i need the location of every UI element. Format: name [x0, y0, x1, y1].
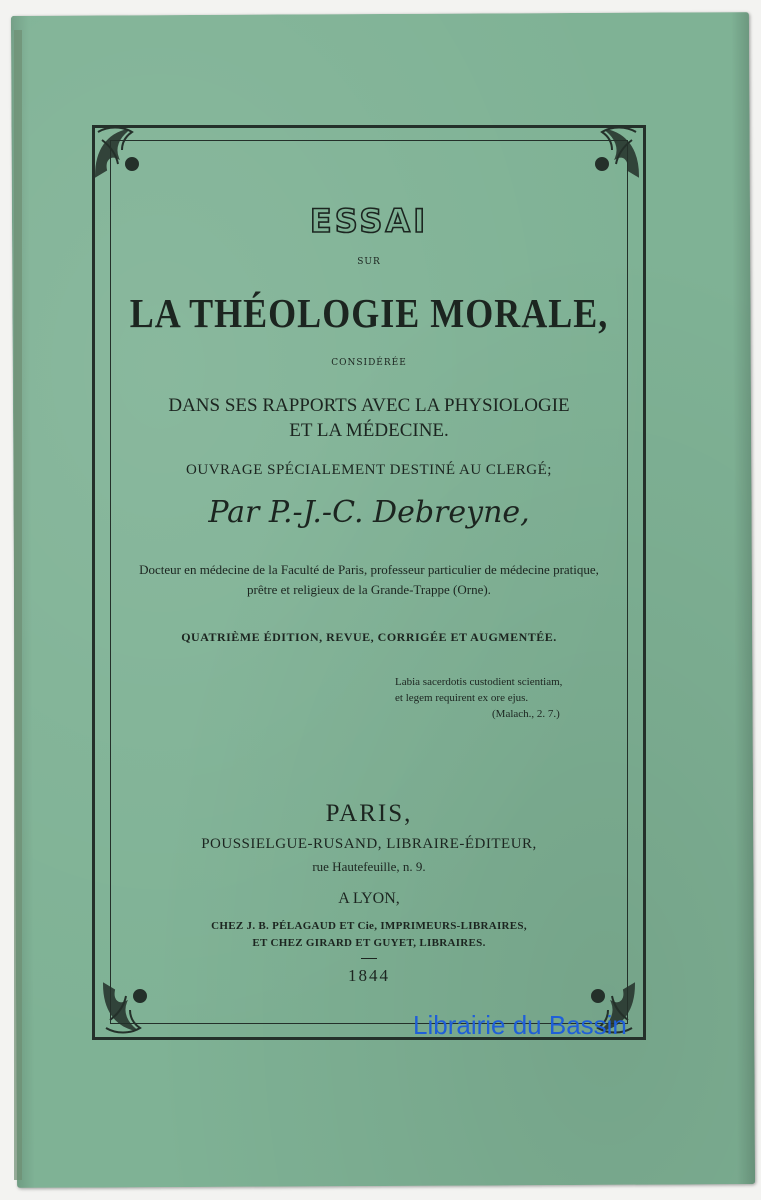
- author-credentials-line-1: Docteur en médecine de la Faculté de Paris, professeur particulier de médecine pratique,: [139, 562, 599, 577]
- printer-line-2: ET CHEZ GIRARD ET GUYET, LIBRAIRES.: [252, 937, 486, 949]
- main-title: LA THÉOLOGIE MORALE,: [129, 290, 609, 336]
- book-spine-edge: [14, 30, 22, 1180]
- publication-city: PARIS,: [325, 800, 413, 827]
- bookseller-watermark: Librairie du Bassin: [413, 1010, 627, 1040]
- epigraph-line-2: et legem requirent ex ore ejus.: [395, 692, 529, 704]
- second-city: A LYON,: [338, 890, 400, 907]
- printer-line-1: CHEZ J. B. PÉLAGAUD ET Cie, IMPRIMEURS-LIBRAIRES,: [211, 920, 527, 932]
- subtitle-line-2: ET LA MÉDECINE.: [289, 420, 449, 441]
- author-name: Par P.-J.-C. Debreyne,: [208, 495, 530, 530]
- title-page: [110, 140, 628, 1024]
- purpose-statement: OUVRAGE SPÉCIALEMENT DESTINÉ AU CLERGÉ;: [186, 462, 552, 478]
- author-credentials-line-2: prêtre et religieux de la Grande-Trappe (Orne).: [247, 582, 491, 597]
- epigraph-line-1: Labia sacerdotis custodient scientiam,: [395, 676, 563, 688]
- edition-statement: QUATRIÈME ÉDITION, REVUE, CORRIGÉE ET AUGMENTÉE.: [181, 630, 557, 644]
- publisher-name: POUSSIELGUE-RUSAND, LIBRAIRE-ÉDITEUR,: [201, 836, 537, 852]
- publisher-address: rue Hautefeuille, n. 9.: [312, 859, 426, 874]
- title-connector-consideree: CONSIDÉRÉE: [331, 358, 407, 368]
- title-connector-sur: SUR: [357, 257, 381, 267]
- epigraph-source: (Malach., 2. 7.): [492, 708, 560, 720]
- subtitle-line-1: DANS SES RAPPORTS AVEC LA PHYSIOLOGIE: [168, 395, 570, 416]
- divider-rule: [361, 958, 377, 959]
- publication-year: 1844: [348, 966, 390, 985]
- title-essai: ESSAI: [309, 202, 429, 240]
